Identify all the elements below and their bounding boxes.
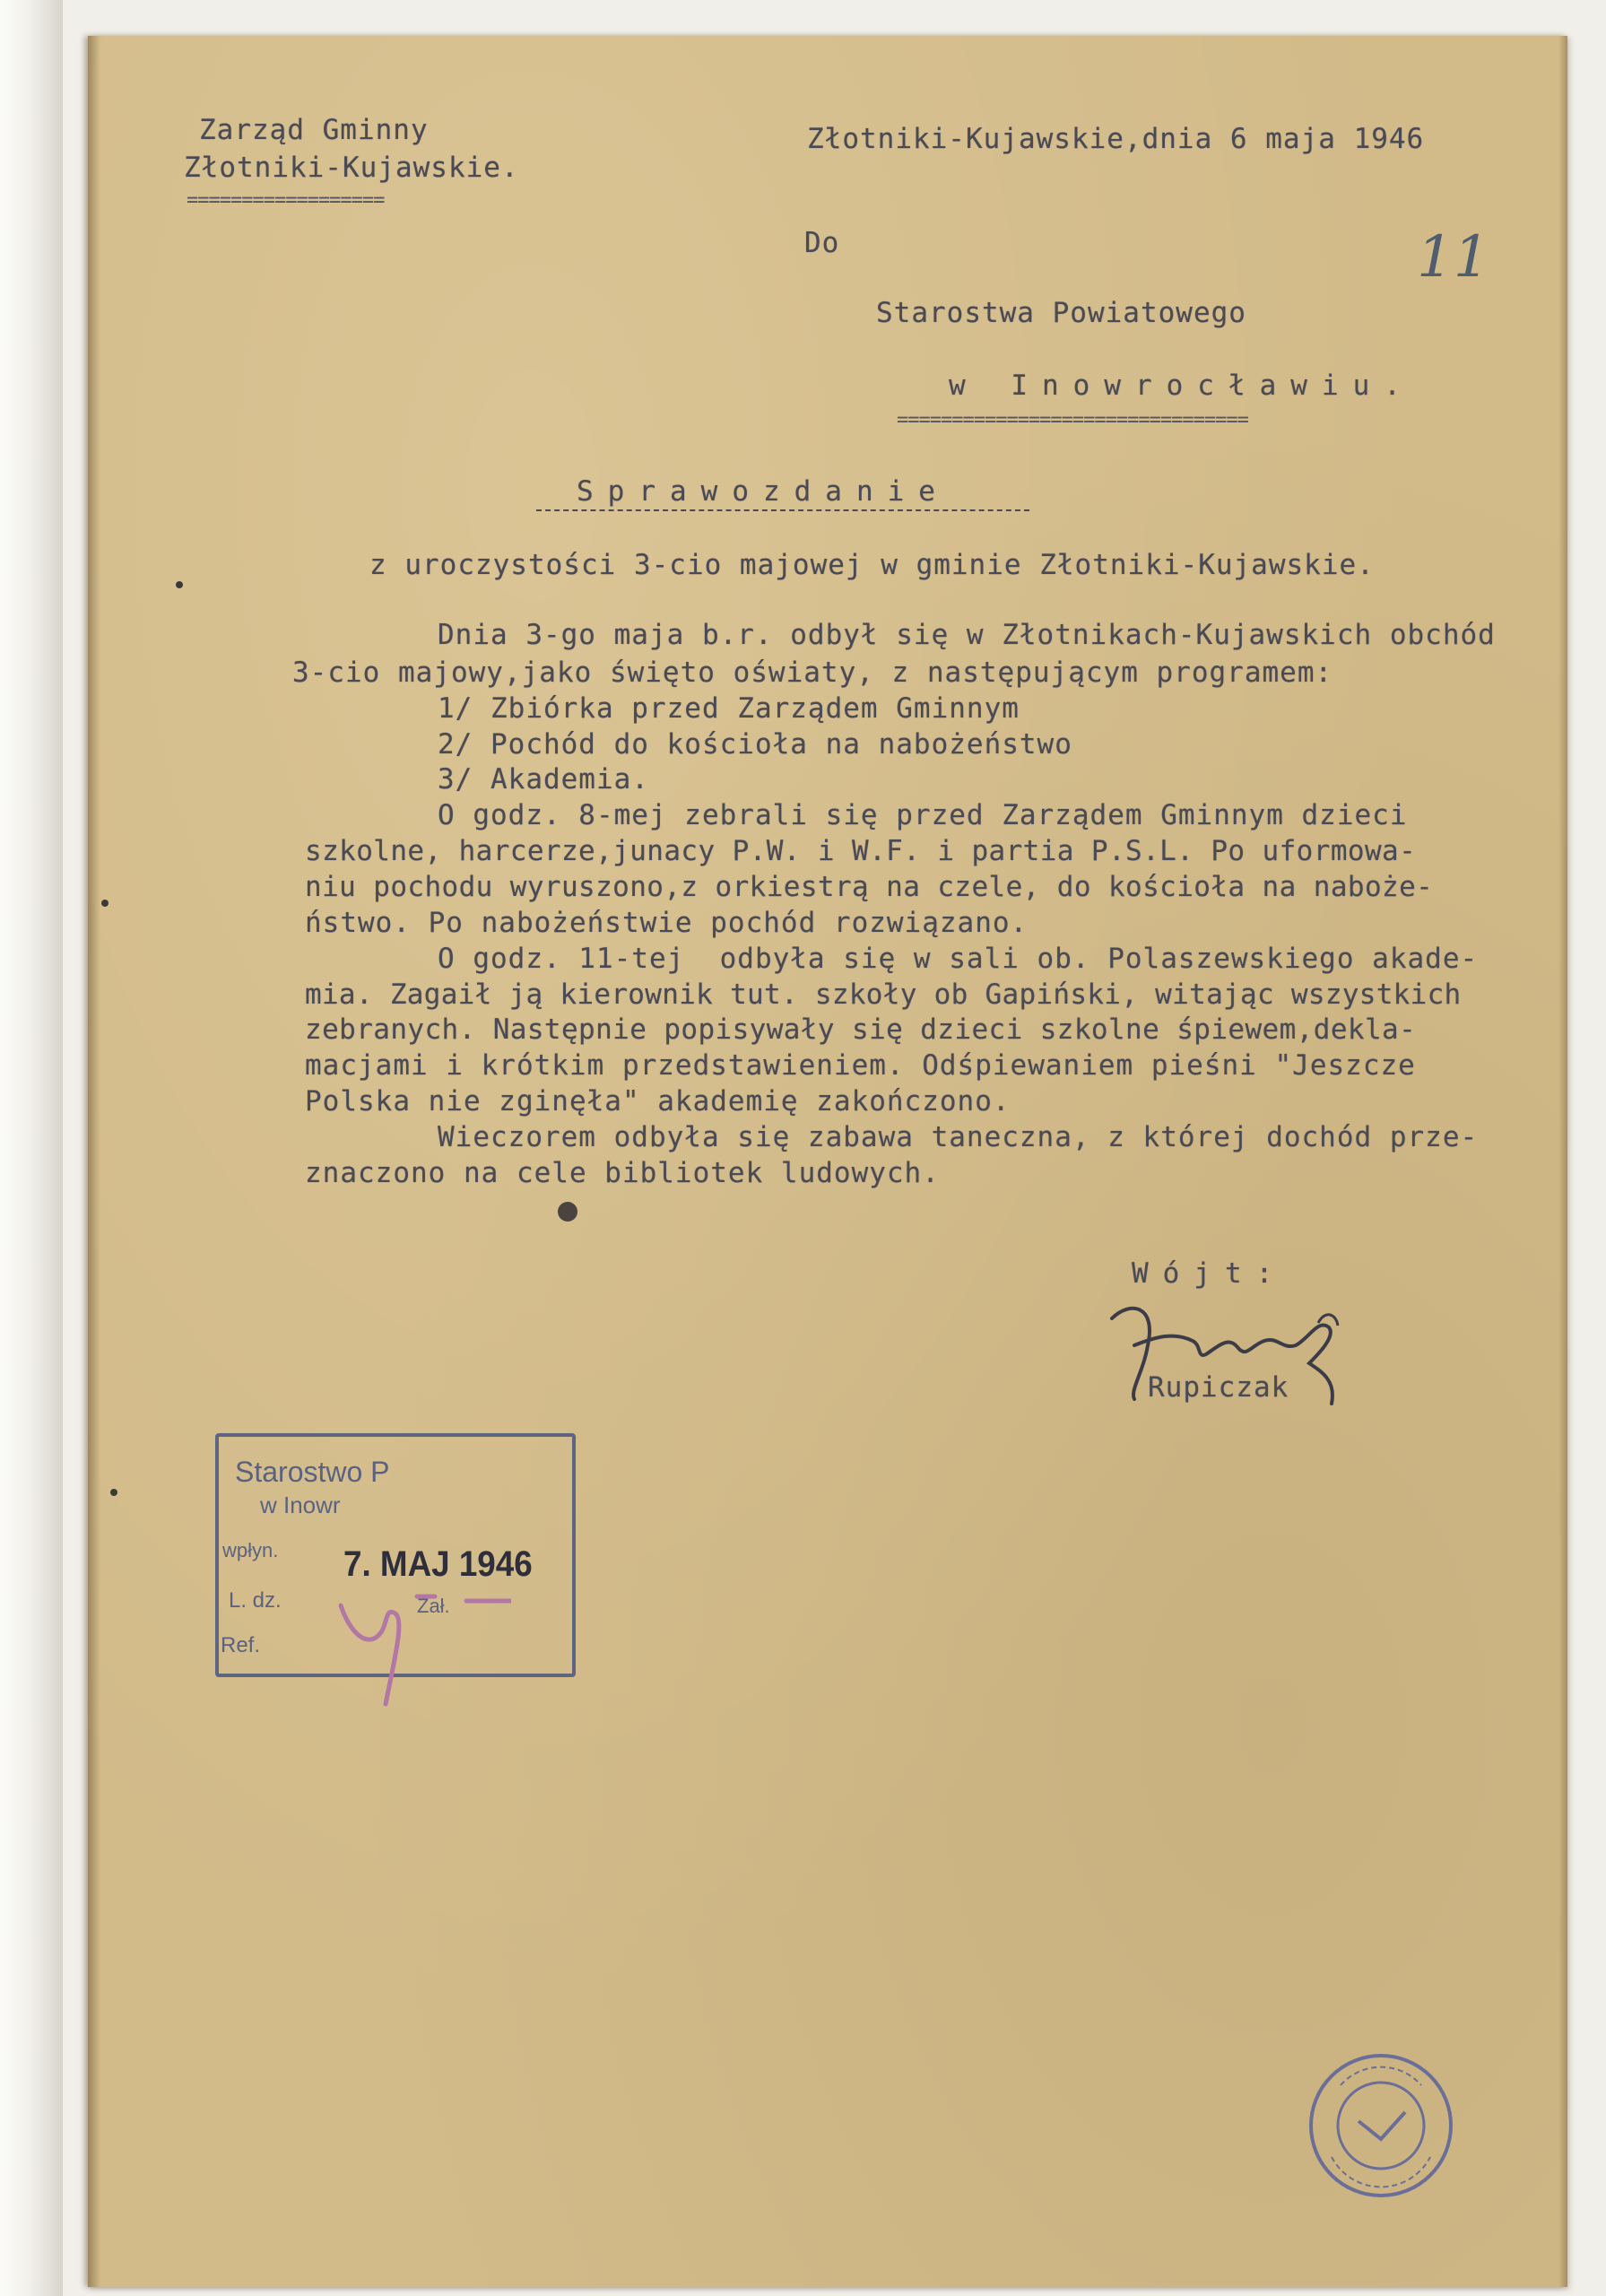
body-line: 2/ Pochód do kościoła na nabożeństwo — [438, 728, 1072, 761]
body-line: O godz. 11-tej odbyła się w sali ob. Polaszewskiego akade- — [438, 943, 1479, 975]
archive-seal — [1305, 2049, 1457, 2202]
document-title: Sprawozdanie — [577, 475, 950, 508]
body-line: znaczono na cele bibliotek ludowych. — [305, 1157, 940, 1189]
body-line: 3-cio majowy,jako święto oświaty, z następującym programem: — [292, 657, 1333, 689]
stamp-ldz-label: L. dz. — [229, 1588, 282, 1613]
body-line: niu pochodu wyruszono,z orkiestrą na czele, do kościoła na naboże- — [305, 871, 1434, 903]
stamp-office-city: w Inowr — [260, 1492, 341, 1518]
binding-strip — [0, 0, 63, 2296]
body-line: O godz. 8-mej zebrali się przed Zarządem Gminnym dzieci — [438, 799, 1408, 831]
sheet-edge-shadow — [1558, 36, 1567, 2287]
signature-title: Wójt: — [1132, 1257, 1288, 1290]
addressee-to-label: Do — [804, 227, 840, 259]
body-line: Dnia 3-go maja b.r. odbył się w Złotnikach-Kujawskich obchód — [438, 619, 1496, 651]
body-line: szkolne, harcerze,junacy P.W. i W.F. i partia P.S.L. Po uformowa- — [305, 835, 1417, 867]
title-underline — [536, 509, 1029, 511]
office-underline: ================== — [187, 189, 385, 212]
margin-mark — [110, 1489, 117, 1496]
punch-hole-mark — [558, 1202, 577, 1222]
stamp-zal-label: Zał. — [417, 1595, 450, 1617]
body-line: mia. Zagaił ją kierownik tut. szkoły ob Gapiński, witając wszystkich — [305, 978, 1462, 1011]
margin-mark — [176, 581, 183, 588]
sheet-fold-shadow — [88, 36, 100, 2287]
place-and-date: Złotniki-Kujawskie,dnia 6 maja 1946 — [807, 123, 1425, 155]
page-number: 11 — [1417, 224, 1490, 291]
body-line: macjami i krótkim przedstawieniem. Odśpiewaniem pieśni "Jeszcze — [305, 1049, 1416, 1082]
recipient-line1: Starostwa Powiatowego — [876, 297, 1246, 329]
handwritten-signature — [1094, 1292, 1363, 1426]
received-date-stamp: 7. MAJ 1946 — [343, 1544, 533, 1584]
office-name-line1: Zarząd Gminny — [199, 114, 429, 146]
body-line: Polska nie zginęła" akademię zakończono. — [305, 1085, 1011, 1118]
stamp-ref-label: Ref. — [221, 1633, 261, 1657]
signatory-name: Rupiczak — [1148, 1371, 1289, 1404]
office-name-line2: Złotniki-Kujawskie. — [184, 152, 519, 184]
handwritten-initial — [332, 1578, 511, 1731]
body-line: Wieczorem odbyła się zabawa taneczna, z której dochód prze- — [438, 1121, 1479, 1153]
body-line: zebranych. Następnie popisywały się dzieci szkolne śpiewem,dekla- — [305, 1013, 1417, 1046]
recipient-underline: ================================ — [897, 409, 1248, 431]
document-subtitle: z uroczystości 3-cio majowej w gminie Złotniki-Kujawskie. — [369, 549, 1375, 581]
stamp-office: Starostwo P — [235, 1456, 390, 1488]
stamp-received-label: wpłyn. — [222, 1539, 279, 1561]
body-line: 3/ Akademia. — [438, 763, 649, 796]
recipient-line2: w Inowrocławiu. — [949, 370, 1415, 402]
body-line: 1/ Zbiórka przed Zarządem Gminnym — [438, 692, 1020, 725]
body-line: ństwo. Po nabożeństwie pochód rozwiązano. — [305, 907, 1029, 939]
margin-mark — [101, 900, 109, 907]
